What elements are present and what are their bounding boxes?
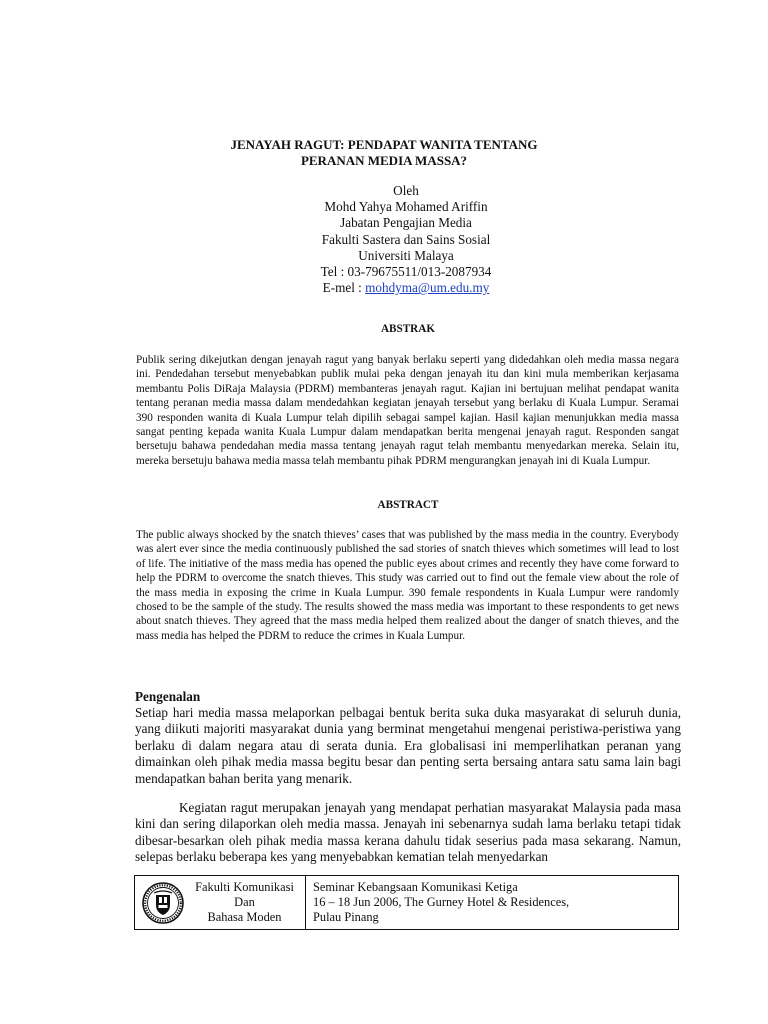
author-block [0, 183, 768, 296]
abstrak-text: Publik sering dikejutkan dengan jenayah ragut yang banyak berlaku seperti yang didedahkan oleh media massa negara ini. Pendedahan tersebut menyebabkan publik mulai peka dengan jenayah itu dan kini mula memberikan kerjasama membantu Polis DiRaja Malaysia (PDRM) membanteras jenayah ragut. Kajian ini bertujuan melihat pendapat wanita tentang peranan media massa dalam mendedahkan kegiatan jenayah tersebut yang berlaku di Kuala Lumpur. Seramai 390 responden wanita di Kuala Lumpur telah dipilih sebagai sampel kajian. Hasil kajian menunjukkan media massa sangat penting kepada wanita Kuala Lumpur dalam mendapatkan berita mengenai jenayah ragut. Responden sangat bersetuju bahawa pendedahan media massa tentang jenayah ragut telah membantu menyedarkan mereka. Selain itu, mereka bersetuju bahawa media massa telah membantu pihak PDRM mengurangkan jenayah ini di Kuala Lumpur. [136, 354, 679, 467]
title-line-2: PERANAN MEDIA MASSA? [300, 153, 468, 168]
paper-title [0, 137, 768, 169]
seminar-line-3: Pulau Pinang [313, 910, 379, 924]
email-label: E-mel : [322, 280, 366, 296]
author-university: Universiti Malaya [358, 247, 454, 263]
university-seal-icon [142, 882, 184, 924]
abstract-text: The public always shocked by the snatch thieves’ cases that was published by the mass media in the country. Everybody was alert ever since the media continuously published the sad stories of snatch thieves which sometimes will lead to lost of life. The initiative of the mass media has opened the public eyes about crimes and recently they have come forward to help the PDRM to overcome the snatch thieves. This study was carried out to find out the female view about the role of the mass media in exposing the crime in Kuala Lumpur. 390 female respondents in Kuala Lumpur were randomly chosed to be the sample of the study. The results showed the mass media was important to these respondents to get news about snatch thieves. They agreed that the mass media helped them realized about the danger of snatch thieves, and the mass media has helped the PDRM to reduce the crimes in Kuala Lumpur. [136, 529, 679, 642]
intro-heading: Pengenalan [135, 689, 201, 704]
author-email-line [0, 280, 768, 296]
footer-faculty-cell [135, 876, 306, 929]
faculty-line-1: Fakulti Komunikasi [195, 880, 294, 894]
author-faculty: Fakulti Sastera dan Sains Sosial [321, 231, 491, 247]
faculty-line-2: Dan [234, 895, 255, 909]
author-department: Jabatan Pengajian Media [340, 215, 472, 231]
author-name: Mohd Yahya Mohamed Ariffin [324, 199, 488, 215]
intro-paragraph-1: Setiap hari media massa melaporkan pelbagai bentuk berita suka duka masyarakat di seluruh dunia, yang diikuti majoriti masyarakat dunia yang berminat mengetahui mengenai peristiwa-peristiwa yang berlaku di dalam negara atau di serata dunia. Era globalisasi ini memperlihatkan peranan yang dimainkan oleh pihak media massa begitu besar dan penting serta bersaing antara satu sama lain bagi mendapatkan bahan berita yang menarik. [135, 705, 681, 786]
seminar-line-1: Seminar Kebangsaan Komunikasi Ketiga [313, 880, 518, 894]
title-line-1: JENAYAH RAGUT: PENDAPAT WANITA TENTANG [230, 137, 538, 152]
email-link[interactable]: mohdyma@um.edu.my [365, 280, 490, 296]
author-tel: Tel : 03-79675511/013-2087934 [320, 264, 492, 280]
seminar-line-2: 16 – 18 Jun 2006, The Gurney Hotel & Residences, [313, 895, 570, 909]
conference-footer [134, 875, 679, 930]
abstrak-heading: ABSTRAK [380, 323, 436, 335]
faculty-line-3: Bahasa Moden [207, 910, 282, 924]
abstract-heading: ABSTRACT [377, 499, 439, 511]
author-by: Oleh [393, 183, 419, 198]
intro-paragraph-2: Kegiatan ragut merupakan jenayah yang mendapat perhatian masyarakat Malaysia pada masa kini dan sering dilaporkan oleh media massa. Jenayah ini sebenarnya sudah lama berlaku tetapi tidak dibesar-besarkan oleh pihak media massa kerana dahulu tidak seserius pada masa sekarang. Namun, selepas berlaku beberapa kes yang menyebabkan kematian telah menyedarkan [135, 800, 681, 865]
footer-seminar-cell [306, 876, 678, 929]
faculty-name [184, 880, 305, 925]
